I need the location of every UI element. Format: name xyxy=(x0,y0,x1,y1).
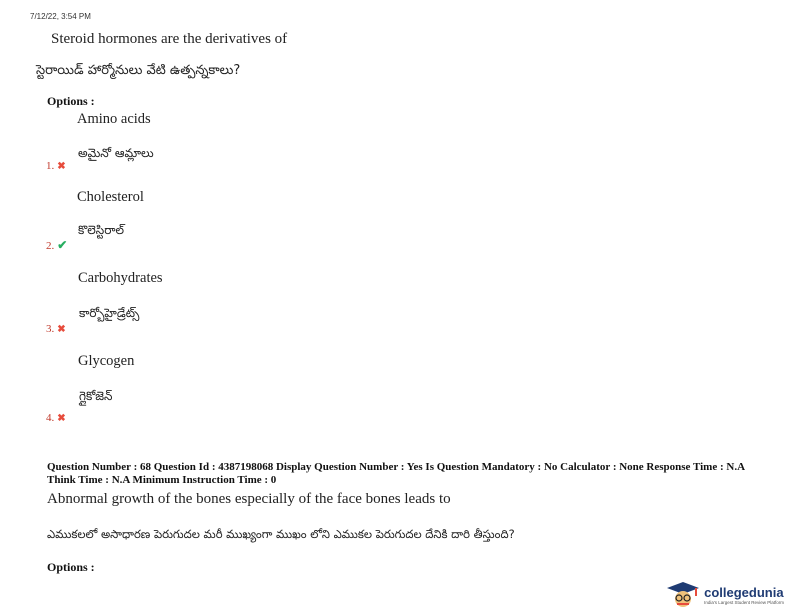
option-1-number: 1. xyxy=(46,160,55,172)
question-2-metadata: Question Number : 68 Question Id : 4387198068 Display Question Number : Yes Is Question Mandatory : No Calculator : None Response Time : N.A Think Time : N.A Minimum Instruction Time : 0 xyxy=(47,461,745,486)
option-3-telugu: కార్బోహైడ్రేట్స్ xyxy=(79,306,140,320)
wrong-mark-icon: ✖ xyxy=(57,413,66,424)
option-3-number: 3. xyxy=(46,323,55,335)
question-2-telugu: ఎముకలలో అసాధారణ పెరుగుదల మరీ ముఖ్యంగా ముఖం లోని ఎముకల పెరుగుదల దేనికి దారి తీస్తుంది? xyxy=(47,527,515,541)
option-3-marker xyxy=(46,319,66,337)
timestamp: 7/12/22, 3:54 PM xyxy=(30,12,91,21)
mascot-icon xyxy=(665,582,701,608)
question-2-english: Abnormal growth of the bones especially of the face bones leads to xyxy=(47,491,451,507)
question-1-telugu: స్టెరాయిడ్ హార్మోనులు వేటి ఉత్పన్నకాలు? xyxy=(36,63,241,78)
logo-tagline: India's Largest Student Review Platform xyxy=(704,600,784,605)
question-1-english: Steroid hormones are the derivatives of xyxy=(51,31,288,47)
option-4-english: Glycogen xyxy=(78,353,135,369)
wrong-mark-icon: ✖ xyxy=(57,324,66,335)
logo-name: collegedunia xyxy=(704,585,784,600)
option-2-marker xyxy=(46,236,67,254)
option-3-english: Carbohydrates xyxy=(78,270,163,286)
options-label-1: Options : xyxy=(47,94,95,108)
wrong-mark-icon: ✖ xyxy=(57,161,66,172)
option-4-telugu: గ్లైకోజెన్ xyxy=(79,389,113,403)
option-2-english: Cholesterol xyxy=(77,189,144,205)
check-mark-icon: ✔ xyxy=(57,238,68,252)
option-4-marker xyxy=(46,408,66,426)
options-label-2: Options : xyxy=(47,560,95,574)
option-2-telugu: కొలెస్టిరాల్ xyxy=(78,223,124,237)
option-1-telugu: అమైనో ఆమ్లాలు xyxy=(78,146,154,160)
option-4-number: 4. xyxy=(46,412,55,424)
option-2-number: 2. xyxy=(46,240,55,252)
option-1-english: Amino acids xyxy=(77,111,151,127)
option-1-marker xyxy=(46,156,66,174)
collegedunia-logo xyxy=(665,582,784,608)
